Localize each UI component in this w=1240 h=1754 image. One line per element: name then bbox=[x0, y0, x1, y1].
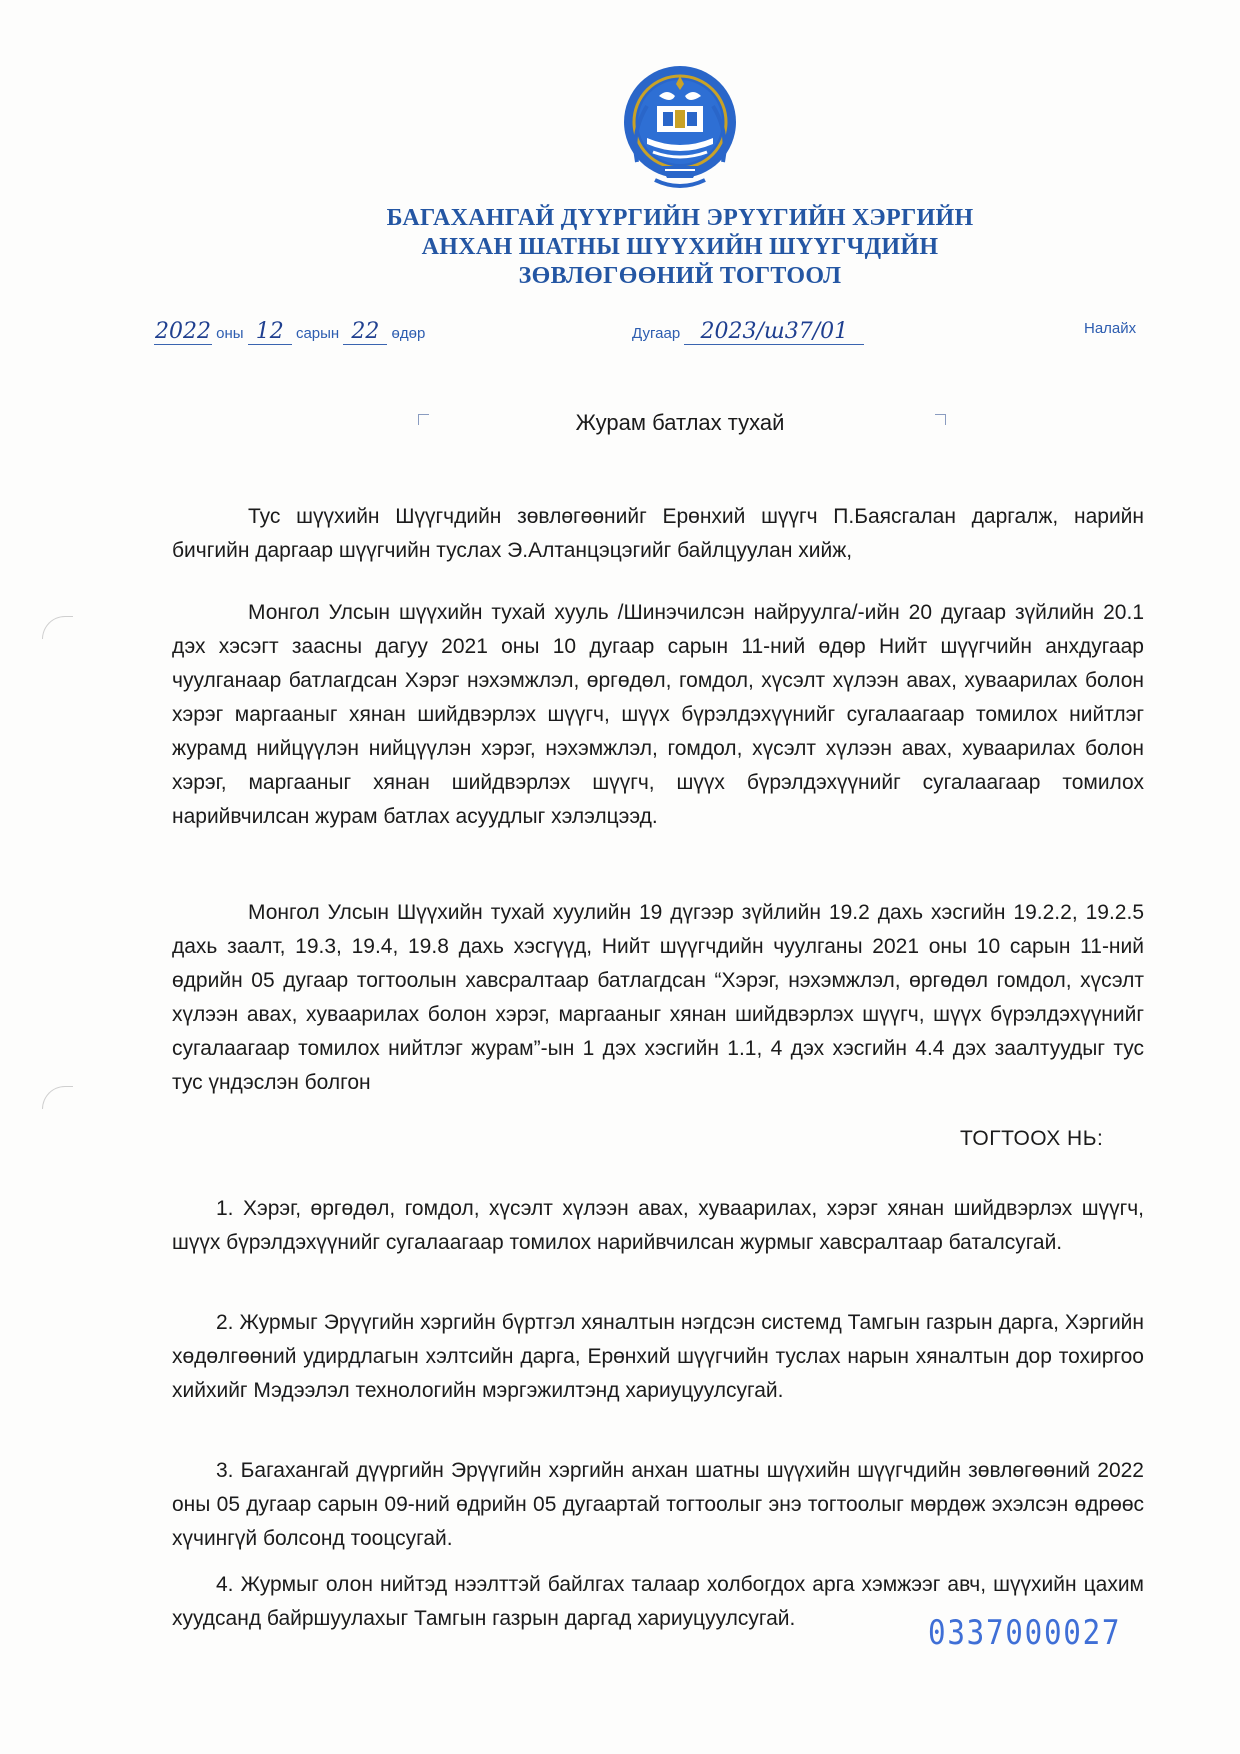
org-line-3: ЗӨВЛӨГӨӨНИЙ ТОГТООЛ bbox=[518, 263, 842, 289]
year-label: оны bbox=[216, 325, 244, 342]
preamble-paragraph: Монгол Улсын шүүхийн тухай хууль /Шинэчилсэн найруулга/-ийн 20 дугаар зүйлийн 20.1 дэх хэсэгт заасны дагуу 2021 оны 10 дугаар сарын 11-ний өдөр Нийт шүүгчийн анхдугаар чуулганаар батлагдсан Хэрэг нэхэмжлэл, өргөдөл, гомдол, хүсэлт хүлээн авах, хуваарилах болон хэрэг маргааныг хянан шийдвэрлэх шүүгч, шүүх бүрэлдэхүүнийг сугалаагаар томилох нийтлэг журамд нийцүүлэн нийцүүлэн хэрэг, нэхэмжлэл, гомдол, хүсэлт хүлээн авах, хуваарилах болон хэрэг, маргааныг хянан шийдвэрлэх шүүгч, шүүх бүрэлдэхүүнийг сугалаагаар томилох нарийвчилсан журам батлах асуудлыг хэлэлцээд. bbox=[172, 601, 1144, 828]
document-subject: Журам батлах тухай bbox=[575, 410, 785, 435]
document-date bbox=[154, 320, 425, 345]
document-number bbox=[632, 320, 864, 345]
punch-hole-mark bbox=[42, 1086, 73, 1109]
day-label: өдөр bbox=[391, 325, 426, 342]
date-day: 22 bbox=[343, 320, 387, 345]
number-label: Дугаар bbox=[632, 325, 681, 342]
subject-corner-left bbox=[418, 414, 429, 425]
preamble-paragraph: Тус шүүхийн Шүүгчдийн зөвлөгөөнийг Ерөнхий шүүгч П.Баясгалан даргалж, нарийн бичгийн даргаар шүүгчийн туслах Э.Алтанцэцэгийг байлцуулан хийж, bbox=[172, 505, 1144, 562]
issuing-court-title bbox=[300, 204, 1060, 291]
document-place: Налайх bbox=[1084, 320, 1137, 337]
resolution-item: 1. Хэрэг, өргөдөл, гомдол, хүсэлт хүлээн авах, хуваарилах, хэрэг хянан шийдвэрлэх шүүгч, шүүх бүрэлдэхүүнийг сугалаагаар томилох нарийвчилсан журмыг хавсралтаар баталсугай. bbox=[172, 1197, 1144, 1254]
date-month: 12 bbox=[248, 320, 292, 345]
legal-basis-paragraph: Монгол Улсын Шүүхийн тухай хуулийн 19 дүгээр зүйлийн 19.2 дахь хэсгийн 19.2.2, 19.2.5 дахь заалт, 19.3, 19.4, 19.8 дахь хэсгүүд, Нийт шүүгчдийн чуулганы 2021 оны 10 сарын 11-ний өдрийн 05 дугаар тогтоолын хавсралтаар батлагдсан “Хэрэг, нэхэмжлэл, өргөдөл гомдол, хүсэлт хүлээн авах, хуваарилах болон хэрэг, маргааныг хянан шийдвэрлэх шүүгч, шүүх бүрэлдэхүүнийг сугалаагаар томилох нийтлэг журам”-ын 1 дэх хэсгийн 1.1, 4 дэх хэсгийн 4.4 дэх заалтуудыг тус тус үндэслэн болгон bbox=[172, 901, 1144, 1094]
punch-hole-mark bbox=[42, 616, 73, 639]
number-value: 2023/ш37/01 bbox=[684, 320, 864, 345]
state-emblem-icon bbox=[617, 62, 743, 198]
org-line-2: АНХАН ШАТНЫ ШҮҮХИЙН ШҮҮГЧДИЙН bbox=[421, 234, 939, 260]
date-year: 2022 bbox=[155, 319, 211, 344]
org-line-1: БАГАХАНГАЙ ДҮҮРГИЙН ЭРҮҮГИЙН ХЭРГИЙН bbox=[386, 205, 974, 231]
registration-stamp-number: 0337000027 bbox=[928, 1613, 1122, 1653]
resolve-heading: ТОГТООХ НЬ: bbox=[960, 1127, 1104, 1150]
resolution-item: 3. Багахангай дүүргийн Эрүүгийн хэргийн анхан шатны шүүхийн шүүгчдийн зөвлөгөөний 2022 оны 05 дугаар сарын 09-ний өдрийн 05 дугаартай тогтоолыг энэ тогтоолыг мөрдөж эхэлсэн өдрөөс хүчингүй болсонд тооцсугай. bbox=[172, 1459, 1144, 1550]
resolution-item: 4. Журмыг олон нийтэд нээлттэй байлгах талаар холбогдох арга хэмжээг авч, шүүхийн цахим хуудсанд байршуулахыг Тамгын газрын даргад хариуцуулсугай. bbox=[172, 1573, 1144, 1630]
resolution-item: 2. Журмыг Эрүүгийн хэргийн бүртгэл хяналтын нэгдсэн системд Тамгын газрын дарга, Хэргийн хөдөлгөөний удирдлагын хэлтсийн дарга, Ерөнхий шүүгчийн туслах нарын хяналтын дор тохиргоо хийхийг Мэдээлэл технологийн мэргэжилтэнд хариуцуулсугай. bbox=[172, 1311, 1144, 1402]
subject-corner-right bbox=[935, 414, 946, 425]
month-label: сарын bbox=[295, 325, 340, 342]
